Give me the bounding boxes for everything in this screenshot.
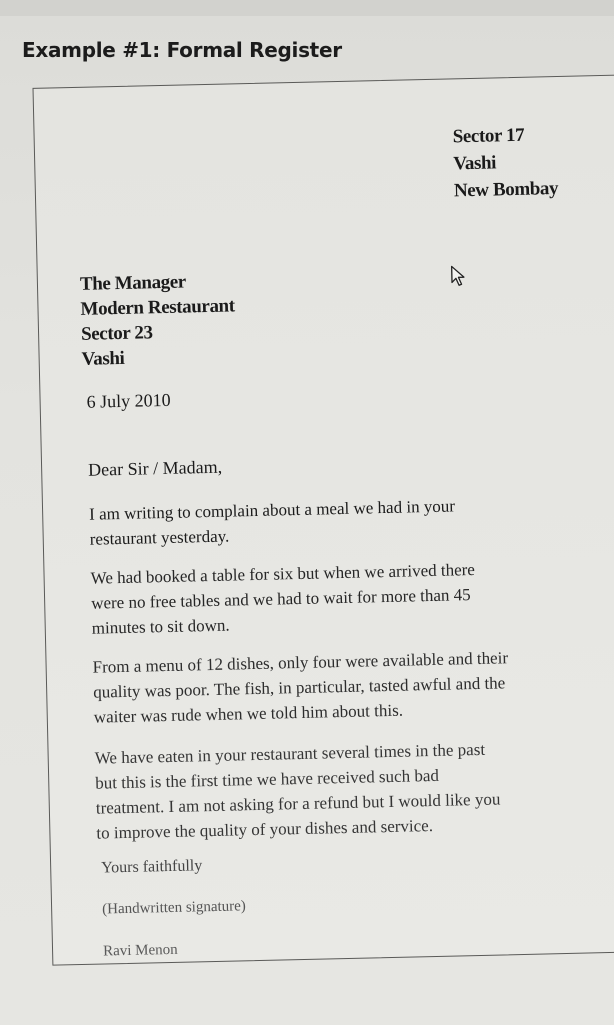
recipient-line-1: The Manager	[79, 271, 187, 295]
signatory-name: Ravi Menon	[102, 941, 178, 960]
paragraph-line: waiter was rude when we told him about this.	[93, 700, 404, 727]
paragraph-line: but this is the first time we have received such bad	[95, 765, 440, 793]
sender-address	[452, 121, 558, 204]
paragraph-1	[89, 493, 456, 551]
letter-date: 6 July 2010	[86, 389, 171, 412]
letter-frame	[32, 74, 614, 965]
paragraph-line: From a menu of 12 dishes, only four were available and their	[92, 648, 509, 677]
recipient-line-4: Vashi	[81, 347, 125, 370]
salutation: Dear Sir / Madam,	[87, 456, 223, 480]
paragraph-2	[90, 557, 476, 641]
signature-note: (Handwritten signature)	[101, 898, 247, 918]
paragraph-line: We have eaten in your restaurant several times in the past	[94, 739, 486, 768]
sender-line-1: Sector 17	[452, 124, 525, 148]
sender-line-2: Vashi	[453, 152, 497, 175]
paragraph-line: quality was poor. The fish, in particular, tasted awful and the	[93, 673, 506, 702]
sender-line-3: New Bombay	[453, 178, 559, 202]
paragraph-line: were no free tables and we had to wait for more than 45	[90, 585, 471, 613]
recipient-address	[80, 268, 236, 371]
paragraph-line: minutes to sit down.	[91, 615, 230, 638]
letter-area	[28, 52, 614, 985]
top-edge	[0, 0, 614, 16]
paragraph-4	[94, 736, 501, 845]
recipient-line-3: Sector 23	[80, 322, 153, 345]
closing: Yours faithfully	[101, 857, 203, 877]
mouse-pointer-icon	[450, 265, 466, 287]
recipient-line-2: Modern Restaurant	[80, 295, 235, 320]
paragraph-line: I am writing to complain about a meal we had in your	[88, 496, 456, 524]
paragraph-line: treatment. I am not asking for a refund but I would like you	[95, 789, 501, 818]
paragraph-line: restaurant yesterday.	[89, 526, 230, 549]
paragraph-line: We had booked a table for six but when we arrived there	[90, 559, 476, 588]
paragraph-3	[92, 645, 509, 729]
paragraph-line: to improve the quality of your dishes and service.	[96, 816, 434, 843]
page-heading: Example #1: Formal Register	[22, 38, 342, 62]
